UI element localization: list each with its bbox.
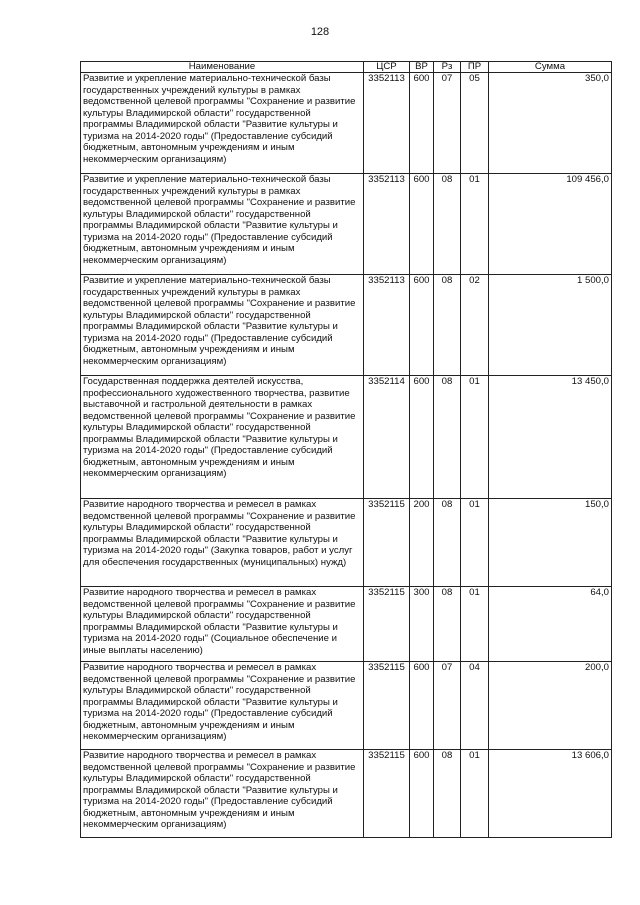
row-csr: 3352113 bbox=[364, 174, 410, 275]
row-rz: 07 bbox=[434, 662, 461, 750]
row-pr: 04 bbox=[461, 662, 489, 750]
row-sum: 1 500,0 bbox=[489, 275, 612, 376]
row-name: Развитие народного творчества и ремесел в рамках ведомственной целевой программы "Сохранение и развитие культуры Владимирской области" государственной программы Владимирской области "Развитие культуры и туризма на 2014-2020 годы" (Закупка товаров, работ и услуг для обеспечения государственных (муниципальных) нужд) bbox=[81, 499, 364, 587]
row-name: Развитие народного творчества и ремесел в рамках ведомственной целевой программы "Сохранение и развитие культуры Владимирской области" государственной программы Владимирской области "Развитие культуры и туризма на 2014-2020 годы" (Предоставление субсидий бюджетным, автономным учреждениям и иным некоммерческим организациям) bbox=[81, 750, 364, 838]
row-pr: 01 bbox=[461, 376, 489, 499]
row-vr: 600 bbox=[410, 73, 434, 174]
row-rz: 08 bbox=[434, 275, 461, 376]
table-row bbox=[81, 499, 612, 587]
budget-table bbox=[80, 61, 612, 838]
row-vr: 600 bbox=[410, 275, 434, 376]
table-row bbox=[81, 174, 612, 275]
table-body bbox=[81, 73, 612, 838]
row-csr: 3352115 bbox=[364, 750, 410, 838]
row-sum: 350,0 bbox=[489, 73, 612, 174]
row-name: Развитие и укрепление материально-технической базы государственных учреждений культуры в рамках ведомственной целевой программы "Сохранение и развитие культуры Владимирской области" государственной программы Владимирской области "Развитие культуры и туризма на 2014-2020 годы" (Предоставление субсидий бюджетным, автономным учреждениям и иным некоммерческим организациям) bbox=[81, 275, 364, 376]
header-rz: Рз bbox=[434, 62, 461, 73]
table-header bbox=[81, 62, 612, 73]
row-sum: 150,0 bbox=[489, 499, 612, 587]
row-rz: 08 bbox=[434, 174, 461, 275]
row-sum: 64,0 bbox=[489, 587, 612, 662]
row-csr: 3352113 bbox=[364, 275, 410, 376]
row-name: Развитие и укрепление материально-технической базы государственных учреждений культуры в рамках ведомственной целевой программы "Сохранение и развитие культуры Владимирской области" государственной программы Владимирской области "Развитие культуры и туризма на 2014-2020 годы" (Предоставление субсидий бюджетным, автономным учреждениям и иным некоммерческим организациям) bbox=[81, 174, 364, 275]
row-rz: 08 bbox=[434, 499, 461, 587]
row-csr: 3352115 bbox=[364, 662, 410, 750]
header-vr: ВР bbox=[410, 62, 434, 73]
row-vr: 600 bbox=[410, 174, 434, 275]
row-name: Развитие и укрепление материально-технической базы государственных учреждений культуры в рамках ведомственной целевой программы "Сохранение и развитие культуры Владимирской области" государственной программы Владимирской области "Развитие культуры и туризма на 2014-2020 годы" (Предоставление субсидий бюджетным, автономным учреждениям и иным некоммерческим организациям) bbox=[81, 73, 364, 174]
row-vr: 600 bbox=[410, 662, 434, 750]
header-sum: Сумма bbox=[489, 62, 612, 73]
row-vr: 200 bbox=[410, 499, 434, 587]
row-pr: 01 bbox=[461, 587, 489, 662]
row-sum: 13 450,0 bbox=[489, 376, 612, 499]
header-csr: ЦСР bbox=[364, 62, 410, 73]
row-vr: 300 bbox=[410, 587, 434, 662]
row-sum: 13 606,0 bbox=[489, 750, 612, 838]
table-row bbox=[81, 662, 612, 750]
row-rz: 07 bbox=[434, 73, 461, 174]
row-pr: 01 bbox=[461, 174, 489, 275]
table-row bbox=[81, 275, 612, 376]
row-name: Государственная поддержка деятелей искусства, профессионального художественного творчества, развитие выставочной и гастрольной деятельности в рамках ведомственной целевой программы "Сохранение и развитие культуры Владимирской области" государственной программы Владимирской области "Развитие культуры и туризма на 2014-2020 годы" (Предоставление субсидий бюджетным, автономным учреждениям и иным некоммерческим организациям) bbox=[81, 376, 364, 499]
header-name: Наименование bbox=[81, 62, 364, 73]
row-sum: 200,0 bbox=[489, 662, 612, 750]
row-csr: 3352113 bbox=[364, 73, 410, 174]
table-row bbox=[81, 73, 612, 174]
row-rz: 08 bbox=[434, 750, 461, 838]
row-csr: 3352114 bbox=[364, 376, 410, 499]
row-rz: 08 bbox=[434, 587, 461, 662]
table-row bbox=[81, 750, 612, 838]
table-row bbox=[81, 376, 612, 499]
row-name: Развитие народного творчества и ремесел в рамках ведомственной целевой программы "Сохранение и развитие культуры Владимирской области" государственной программы Владимирской области "Развитие культуры и туризма на 2014-2020 годы" (Социальное обеспечение и иные выплаты населению) bbox=[81, 587, 364, 662]
row-rz: 08 bbox=[434, 376, 461, 499]
row-csr: 3352115 bbox=[364, 587, 410, 662]
row-pr: 05 bbox=[461, 73, 489, 174]
row-name: Развитие народного творчества и ремесел в рамках ведомственной целевой программы "Сохранение и развитие культуры Владимирской области" государственной программы Владимирской области "Развитие культуры и туризма на 2014-2020 годы" (Предоставление субсидий бюджетным, автономным учреждениям и иным некоммерческим организациям) bbox=[81, 662, 364, 750]
header-row bbox=[81, 62, 612, 73]
row-pr: 02 bbox=[461, 275, 489, 376]
row-pr: 01 bbox=[461, 750, 489, 838]
row-pr: 01 bbox=[461, 499, 489, 587]
row-vr: 600 bbox=[410, 376, 434, 499]
header-pr: ПР bbox=[461, 62, 489, 73]
table-row bbox=[81, 587, 612, 662]
row-sum: 109 456,0 bbox=[489, 174, 612, 275]
page-number: 128 bbox=[310, 26, 330, 38]
row-csr: 3352115 bbox=[364, 499, 410, 587]
row-vr: 600 bbox=[410, 750, 434, 838]
